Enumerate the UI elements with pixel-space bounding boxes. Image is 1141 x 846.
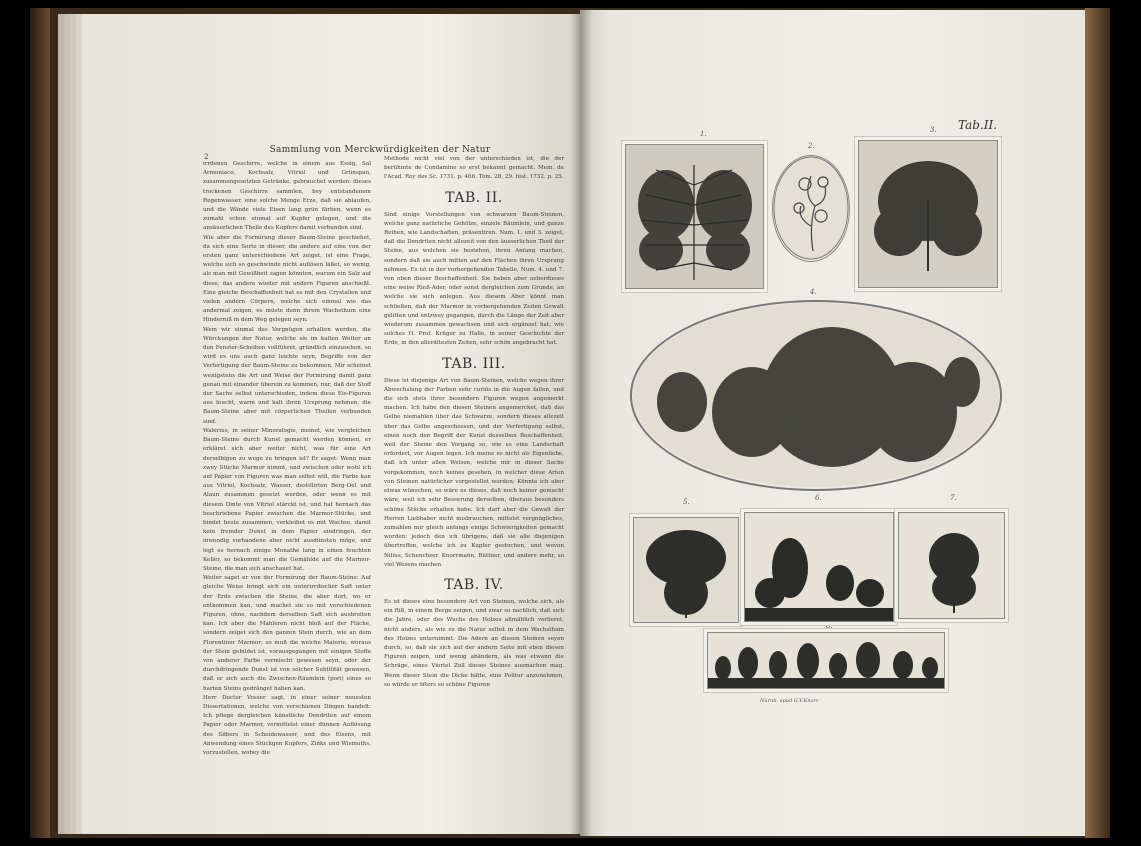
book-spine-left xyxy=(30,8,50,838)
paragraph: Wem wir einmal des Vergnügen erhalten werden, die Würckungen der Natur, welche sie im kalten Wetter an den Fenster-Scheiben vollführet, gründlich einzusehen, so wird es uns auch ganz leichte seyn, Begriffe von der Verfertigung der Baum-Steine zu bekommen. Mir scheinet wenigstens die Art und Weise der Formirung damit ganz genau mit einander überein zu kommen, nur, daß der Stoff der Sache selbst unterschieden, indem diese Eis-Figuren aus feucht, warm und kalt ihren Ursprung nehmen, die Baum-Steine aber mit cörperlichen Theilen verbunden sind. xyxy=(203,326,371,425)
engraver-signature: Nürnb. apud G.V.Knorr. xyxy=(760,698,820,704)
dendrite-plate-8 xyxy=(707,632,945,689)
figure-number: 6. xyxy=(815,494,822,502)
dendrite-illustration xyxy=(632,302,1000,489)
running-title: Sammlung von Merckwürdigkeiten der Natur xyxy=(269,145,491,155)
paragraph: Wie aber die Formirung dieser Baum-Steine geschiehet, da sich eine Sorte in dieser, die andere auf eine von der ersten ganz unterschiedene Art zeiget, ist eine Frage, welche sich so geschwinde nicht auflösen läßet, so wenig, als man mit Gewißheit sagen könnten, warum ein Salz auf diese, das andere wieder mit andern Figuren anschießt. Eine gleiche Beschaffenheit hat es mit den Crystallen und vielen andern Cörpern, welche sich einmal wie das andermal zeigen, es müste denn ihrem Wachsthum eine Hinderniß in dem Weg gelegen seyn. xyxy=(203,234,371,324)
dendrite-illustration xyxy=(708,633,944,688)
paragraph: irrdenen Geschirre, welche in einem aus Essig, Sal Armoniaco, Kochsalz, Vitriol und Grünspan, zusammengesetzten Getränke, gebrauchet werden: dieses trockenen Geschirre sammlen, bey entstandenem Regenwasser, eine solche Menge Erze, daß sie ablaufen, und die Wände viele Eisen lang grün färben, wenn es zumahl schon einmal auf Kupfer gelegen, und die ansäuerlichen Theile des Kupfers damit verbunden sind. xyxy=(203,161,371,232)
paragraph: Herr Doctor Vosser sagt, in einer seiner neuesten Dissertationen, welche von verschienen Dingen handelt: Ich pflege dergleichen künstliche Dendriten auf einem Papier oder Marmor, vermittelst einer dünnen Auflösung des Silbers in Scheidewasser, und des Eisens, mit Anwendung eines Stückgen Kupfers, Zinks und Wismuths, vorzustellen, wobey die xyxy=(203,694,371,756)
paragraph: Walerius, in seiner Mineralogie, meinet, wie vergleichen Baum-Steine durch Kunst gemacht werden können, er erkläret sich aber weiter nicht, was für eine Art derselbigen zu wege zu bringen ist? Er saget: Wenn man zwey Stücke Marmor nimmt, und zwischen oder wohl ich auf Papier von Figuren was man selbst will, die Farbe kan aus Vitriol, Kochsalz, Wasser, destillirten Berg-Oel und Alaun zusammen gesetzt werden, oder wenn es mit diesem Dinte von Vitriol stärckt ist, und hat hernach das beschriebene Papier zwischen die Marmor-Stücke, und bindet beste zusammen, verkleibet es mit Wachse, damit kein fremder Dunst in dem Papier eindringen, der inwendig vorhandene aber nicht ausdünsten möge, und legt es hernach einige Monathe lang in einen feuchten Keller, so bekommt man die Gemählde auf die Marmor-Steine, die man sich anschauet hat. xyxy=(203,427,371,572)
section-heading-tab2: TAB. II. xyxy=(445,189,503,206)
dendrite-plate-6 xyxy=(744,512,894,622)
dendrite-illustration xyxy=(745,513,893,621)
plate-title: Tab.II. xyxy=(958,118,998,132)
page-header xyxy=(200,145,560,161)
dendrite-illustration xyxy=(626,145,763,288)
dendrite-plate-3 xyxy=(858,140,998,288)
page-gutter xyxy=(570,10,592,836)
book-edge-right xyxy=(1085,8,1110,838)
figure-number: 1. xyxy=(700,130,707,138)
figure-number: 8. xyxy=(826,622,833,630)
section-heading-tab4: TAB. IV. xyxy=(444,576,504,593)
dendrite-illustration xyxy=(899,513,1004,618)
figure-number: 7. xyxy=(950,494,957,502)
dendrite-illustration xyxy=(859,141,997,287)
figure-number: 3. xyxy=(930,126,937,134)
dendrite-plate-5 xyxy=(633,517,739,623)
dendrite-plate-1 xyxy=(625,144,764,289)
figure-number: 5. xyxy=(683,498,690,506)
paragraph: Sind einige Vorstellungen von schwarzen Baum-Steinen, welche ganz natürliche Gehölze, einzele Bäumlein, und ganze Reihen, wie Landschaften, präsentiren. Num. 1. und 3. zeiget, daß die Dendriten nicht allezeit von den äusserlichen Theil der Steine, aus welchen sie bestehen, ihren Anfang machen, sondern daß sie auch mitten auf den Flächen ihren Ursprung nehmen. Es ist in der vorhergehenden Tabelle, Num. 4. und 7. von eben dieser Beschaffenheit. Sie haben aber ueberdieses eine weise Rieß-Ader, oder sonst dergleichen zum Grunde, an welche sie sich anlegen. Aus diesem Aber könnt man schließen, daß der Marmor in vorhergehenden Zeiten Gewalt gelitten und entzwey gegangen, durch die Länge der Zeit aber wiederum zusammen gewachsen und sich ergänzet hat; wie solches H. Prof. Krüger zu Halle, in seiner Geschichte der Erde, in den allerältesten Zeiten, sehr schön angebracht hat. xyxy=(384,211,564,347)
dendrite-illustration xyxy=(634,518,738,622)
dendrite-illustration xyxy=(773,156,849,261)
figure-number: 4. xyxy=(810,288,817,296)
dendrite-plate-2 xyxy=(772,155,850,262)
text-column-right xyxy=(384,155,564,710)
text-column-left xyxy=(203,160,371,756)
section-heading-tab3: TAB. III. xyxy=(442,355,506,372)
paragraph: Weiter saget er von der Formirung der Baum-Steine: Auf gleiche Weise bringt sich ein unterirrdischer Saft unter der Erde zwischen die Steine, die aber dort, wo er entkommen kan, und machet sie so mit verschiedenen Figuren, ohne, nachdem derselben Saft sich ausbreiten kan. Ich aber die Mahleren nicht bloß auf der Fläche, sondern zeiget sich den ganzen Stein durch, wie an dem Florentiner Marmor; so muß die weiche Materie, woraus der Stein gebildet ist, vorausgegangen mit einigen Stoffe von anderer Farbe vermischt gewesen seyn, oder der durchdringende Dunst ist von solcher Subtilität gewesen, daß er sich auch die Zwischen-Räumlein (pori) eines so harten Steins gedränget haben kan. xyxy=(203,575,371,692)
paragraph: Methode nicht viel von der unterschieden ist, die der berühmte de Condamine so erst bekannt gemacht. Mem. de l'Acad. Roy des Sc. 1731. p. 466. Tom. 28, 29. hist. 1732. p. 25. xyxy=(384,156,564,181)
dendrite-plate-7 xyxy=(898,512,1005,619)
figure-number: 2. xyxy=(808,142,815,150)
paragraph: Es ist dieses eine besondere Art von Steinen, welche sich, als ein Riß, in einem Berge zeigen, und zwar so nachlich, daß sich die Jahre, oder des Wuchs des Holzes allmählich verlieret, nicht anders, als wie es die Natur selbst in dem Wachsthum des Holzes unternimmt. Die Adern an diesen Steinen seyen durch, so, daß sie sich auf der andern Seite mit eben diesen Figuren zeigen, und wenig abändern, als was etwann die Schräge, eines Viertel Zoll dieses Steines ausmachen mag. Wenn dieser Stein die Dicke hätte, eine Politur anzunehmen, so würde er öfters so schöne Figuren xyxy=(384,598,564,688)
dendrite-plate-4 xyxy=(630,300,1002,491)
page-number: 2 xyxy=(204,153,209,161)
paragraph: Diese ist diejenige Art von Baum-Steinen, welche wegen ihrer Abwechslung der Farben sehr curiös in die Augen fallen, und die sich stets ihrer besondern Figuren wegen angemerkt machen. Ich habe den diesen Steinen angemercket, daß das Gelbe niemahlen über das Schwarze, sondern dieses allezeit über das Gelbe angeschossen, und der Verfertigung selbst, einen noch den Begriff der Kunst desselben Beschaffenheit, weil der Steine den Vorgang so, wie es eine Landschaft erfordert, vor Augen legen. Ich meine es nicht als Eigenliebe, daß ich unter allen Weisen, welche mir in dieser Sache vorgekommen, noch keines gesehen, in welcher diese Arten von Steinen natürlicher vorgestellet worden: Könnte ich aber etwas wünschen, so wäre es dieses, daß noch keiner gemacht wäre, weil ich sehr Besserung derselben, überaus besonders schöne Stücke erhalten habe. Ich darf aber die Gewalt der Herren Liebhaber nicht misbrauchen, mittelst vergnügliches, zumahlen mir gleich anfangs einige Schwierigkeiten gemacht worden: jedoch den ich übrigens, daß sie alle diejenigen übertreffen, welche ich zu Kupfer gestochen, und wovon Nilius, Schenchzer, Knorrmann, Büttner, und andere mehr, so viel Wesens machen. xyxy=(384,377,564,568)
